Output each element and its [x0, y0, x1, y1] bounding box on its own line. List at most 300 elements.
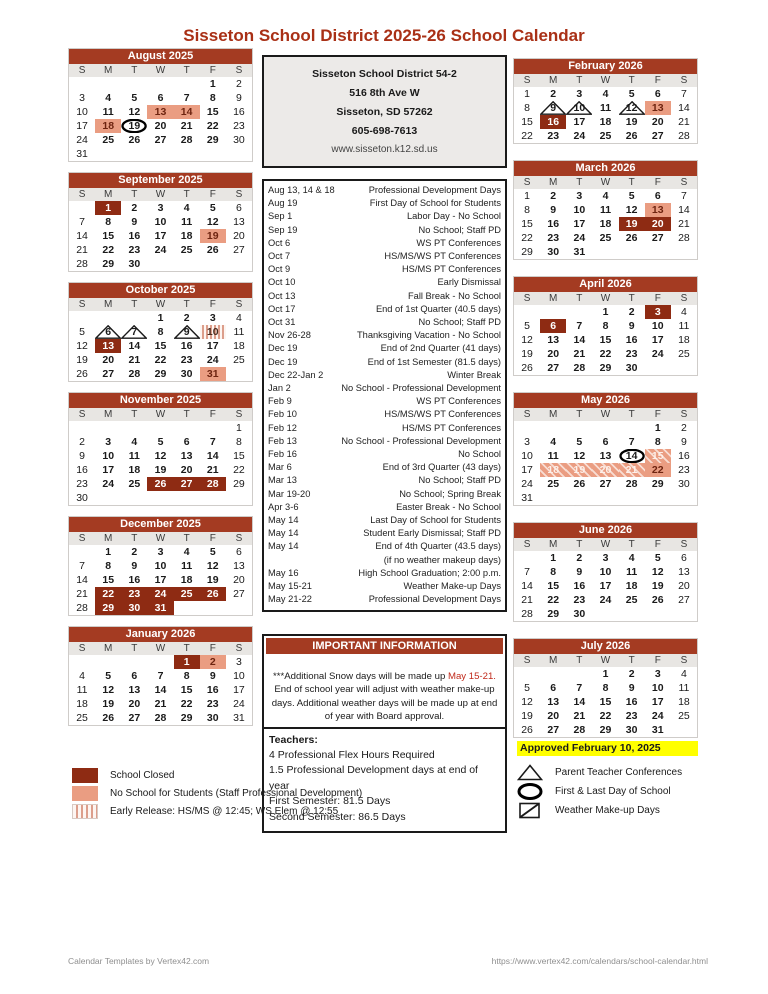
day-number: 22	[154, 354, 167, 366]
weekday-header-row	[69, 642, 252, 655]
calendar-day	[121, 697, 147, 711]
day-number: 26	[76, 368, 88, 380]
event-description: High School Graduation; 2:00 p.m.	[358, 567, 501, 578]
weekday-label: T	[131, 299, 138, 310]
district-info-line: Sisseton, SD 57262	[336, 106, 433, 118]
calendar-day	[147, 587, 173, 601]
important-body-text-cont: End of school year will adjust with weather make-up days. Additional weather days will be made up at end of year with Board approval.	[271, 684, 498, 722]
event-description: WS PT Conferences	[416, 396, 501, 407]
day-number: 5	[105, 670, 112, 682]
week-row	[514, 421, 697, 435]
calendar-day	[566, 579, 592, 593]
event-description: Professional Development Days	[368, 594, 501, 605]
day-number: 28	[180, 134, 193, 146]
event-row	[268, 369, 501, 382]
weekday-label: F	[654, 409, 661, 420]
day-number: 28	[128, 368, 141, 380]
day-number: 27	[651, 130, 664, 142]
calendar-day	[540, 101, 566, 115]
week-row	[69, 573, 252, 587]
day-number: 16	[625, 696, 638, 708]
calendar-day	[592, 695, 618, 709]
event-row	[268, 224, 501, 237]
calendar-day	[200, 77, 226, 91]
day-number: 10	[573, 102, 586, 114]
day-number: 29	[102, 258, 115, 270]
month-december-2025	[68, 516, 253, 616]
day-number: 3	[105, 436, 112, 448]
month-title: October 2025	[69, 283, 252, 298]
calendar-day	[69, 683, 95, 697]
weekday-header-row	[69, 298, 252, 311]
week-row	[514, 129, 697, 143]
calendar-day	[540, 347, 566, 361]
district-info-line: 605-698-7613	[351, 125, 418, 137]
event-date: Apr 3-6	[268, 501, 299, 512]
event-date: May 14	[268, 515, 299, 526]
calendar-day	[619, 579, 645, 593]
district-info-line: 516 8th Ave W	[349, 87, 420, 99]
day-number: 30	[76, 492, 88, 504]
calendar-day	[174, 91, 200, 105]
day-number: 24	[154, 588, 167, 600]
calendar-day	[566, 723, 592, 737]
calendar-day	[95, 325, 121, 339]
day-number: 10	[573, 204, 586, 216]
day-number: 27	[547, 724, 560, 736]
day-number: 26	[102, 712, 115, 724]
calendar-day	[226, 243, 252, 257]
event-row	[268, 276, 501, 289]
calendar-day	[592, 361, 618, 375]
day-number: 3	[157, 546, 164, 558]
day-number: 31	[76, 148, 88, 160]
calendar-day	[619, 667, 645, 681]
day-number: 6	[550, 682, 557, 694]
day-number: 26	[651, 594, 664, 606]
day-number: 14	[128, 340, 141, 352]
day-number: 14	[206, 450, 219, 462]
week-row	[514, 189, 697, 203]
day-number: 7	[79, 560, 85, 572]
calendar-day	[69, 243, 95, 257]
weekday-label: M	[104, 409, 113, 420]
day-number: 7	[680, 88, 687, 100]
calendar-day	[514, 695, 540, 709]
weekday-header-row	[69, 408, 252, 421]
day-number: 31	[651, 724, 664, 736]
event-date: Dec 22-Jan 2	[268, 369, 324, 380]
day-number: 12	[128, 106, 141, 118]
calendar-day	[174, 243, 200, 257]
closed-swatch-icon	[72, 768, 98, 783]
calendar-day	[121, 491, 147, 505]
calendar-day	[619, 101, 645, 115]
calendar-day	[69, 353, 95, 367]
week-row	[69, 353, 252, 367]
calendar-day	[592, 491, 618, 505]
early-swatch-icon	[72, 804, 98, 819]
day-number: 8	[157, 326, 164, 338]
day-number: 8	[524, 102, 530, 114]
calendar-day	[645, 449, 671, 463]
day-number: 25	[678, 348, 690, 360]
calendar-day	[200, 367, 226, 381]
month-march-2026	[513, 160, 698, 260]
day-number: 18	[76, 698, 88, 710]
calendar-day	[619, 305, 645, 319]
day-number: 10	[651, 320, 664, 332]
weekday-label: S	[523, 539, 531, 550]
day-number: 13	[233, 216, 245, 228]
important-body-text: ***Additional Snow days will be made up	[273, 670, 448, 682]
day-number: 10	[206, 326, 219, 338]
calendar-day	[174, 257, 200, 271]
event-date: Jan 2	[268, 383, 291, 394]
day-number: 20	[599, 464, 612, 476]
calendar-day	[592, 565, 618, 579]
calendar-day	[226, 229, 252, 243]
calendar-day	[671, 551, 697, 565]
day-number: 24	[651, 348, 664, 360]
calendar-day	[95, 573, 121, 587]
day-number: 8	[235, 436, 242, 448]
event-date: Oct 7	[268, 251, 291, 262]
calendar-day	[671, 681, 697, 695]
day-number: 26	[154, 478, 167, 490]
week-row	[514, 695, 697, 709]
day-number: 16	[625, 334, 638, 346]
calendar-day	[95, 147, 121, 161]
important-information-header: IMPORTANT INFORMATION	[266, 638, 503, 654]
day-number: 12	[76, 340, 88, 352]
weekday-label: W	[600, 75, 611, 86]
calendar-day	[645, 607, 671, 621]
event-date: Feb 12	[268, 422, 297, 433]
calendar-day	[540, 723, 566, 737]
day-number: 23	[233, 120, 245, 132]
day-number: 23	[573, 594, 586, 606]
day-number: 14	[678, 102, 690, 114]
weekday-label: W	[155, 533, 166, 544]
teachers-title: Teachers:	[269, 733, 318, 746]
weekday-label: S	[78, 409, 86, 420]
calendar-day	[592, 347, 618, 361]
day-number: 20	[651, 116, 664, 128]
calendar-day	[69, 545, 95, 559]
calendar-day	[95, 105, 121, 119]
event-description: HS/MS/WS PT Conferences	[384, 251, 501, 262]
calendar-day	[95, 353, 121, 367]
calendar-day	[95, 339, 121, 353]
day-number: 7	[157, 670, 164, 682]
weekday-label: M	[104, 643, 113, 654]
important-information-box	[262, 634, 507, 729]
day-number: 28	[76, 602, 88, 614]
day-number: 3	[602, 552, 609, 564]
day-number: 13	[547, 334, 560, 346]
day-number: 10	[233, 670, 245, 682]
calendar-day	[200, 91, 226, 105]
calendar-day	[619, 203, 645, 217]
teachers-line: Second Semester: 86.5 Days	[269, 810, 406, 823]
day-number: 22	[651, 464, 664, 476]
calendar-day	[147, 421, 173, 435]
calendar-day	[121, 201, 147, 215]
week-row	[69, 449, 252, 463]
calendar-day	[671, 101, 697, 115]
day-number: 22	[547, 594, 560, 606]
day-number: 2	[131, 546, 138, 558]
week-row	[69, 545, 252, 559]
day-number: 15	[521, 218, 533, 230]
calendar-day	[540, 231, 566, 245]
day-number: 15	[599, 696, 612, 708]
calendar-day	[121, 463, 147, 477]
calendar-day	[540, 203, 566, 217]
day-number: 10	[521, 450, 533, 462]
event-description: WS PT Conferences	[416, 237, 501, 248]
day-number: 11	[128, 450, 140, 462]
week-row	[69, 655, 252, 669]
legend-item-pd	[72, 786, 362, 801]
calendar-day	[174, 559, 200, 573]
week-row	[69, 133, 252, 147]
week-row	[514, 491, 697, 505]
calendar-day	[69, 573, 95, 587]
day-number: 14	[76, 230, 88, 242]
weekday-label: T	[576, 293, 583, 304]
calendar-day	[671, 565, 697, 579]
event-description: HS/MS PT Conferences	[401, 422, 501, 433]
day-number: 20	[154, 120, 167, 132]
calendar-day	[645, 695, 671, 709]
calendar-day	[69, 367, 95, 381]
day-number: 17	[651, 696, 664, 708]
day-number: 2	[628, 306, 635, 318]
weekday-label: T	[183, 65, 190, 76]
week-row	[69, 669, 252, 683]
calendar-day	[174, 133, 200, 147]
event-row	[268, 329, 501, 342]
day-number: 28	[678, 130, 690, 142]
day-number: 26	[573, 478, 586, 490]
district-info-line: Sisseton School District 54-2	[312, 68, 457, 80]
calendar-day	[174, 435, 200, 449]
calendar-day	[592, 681, 618, 695]
calendar-day	[147, 215, 173, 229]
day-number: 13	[651, 204, 664, 216]
calendar-day	[514, 565, 540, 579]
calendar-day	[540, 463, 566, 477]
calendar-day	[95, 711, 121, 725]
month-june-2026	[513, 522, 698, 622]
day-number: 12	[625, 204, 638, 216]
weekday-label: F	[209, 533, 216, 544]
calendar-day	[671, 333, 697, 347]
week-row	[514, 245, 697, 259]
day-number: 5	[524, 682, 530, 694]
calendar-day	[592, 551, 618, 565]
calendar-day	[147, 573, 173, 587]
calendar-day	[121, 601, 147, 615]
event-row	[268, 435, 501, 448]
day-number: 14	[76, 574, 88, 586]
weekday-label: T	[131, 533, 138, 544]
calendar-day	[147, 105, 173, 119]
weekday-label: F	[654, 655, 661, 666]
calendar-day	[174, 587, 200, 601]
event-description: Professional Development Days	[368, 185, 501, 195]
calendar-day	[95, 683, 121, 697]
weekday-header-row	[69, 64, 252, 77]
calendar-day	[592, 607, 618, 621]
week-row	[514, 593, 697, 607]
calendar-day	[566, 565, 592, 579]
day-number: 1	[524, 88, 530, 100]
day-number: 2	[550, 88, 557, 100]
calendar-day	[514, 667, 540, 681]
weekday-label: F	[654, 539, 661, 550]
day-number: 15	[102, 574, 115, 586]
day-number: 27	[233, 588, 245, 600]
weekday-label: S	[78, 189, 86, 200]
day-number: 12	[154, 450, 167, 462]
day-number: 23	[128, 244, 141, 256]
event-row	[268, 237, 501, 250]
calendar-day	[566, 681, 592, 695]
calendar-day	[121, 711, 147, 725]
day-number: 17	[76, 120, 88, 132]
day-number: 13	[651, 102, 664, 114]
event-date: Feb 10	[268, 409, 297, 420]
calendar-day	[514, 245, 540, 259]
calendar-day	[174, 77, 200, 91]
calendar-day	[69, 449, 95, 463]
weekday-label: T	[183, 409, 190, 420]
day-number: 6	[235, 202, 242, 214]
day-number: 24	[599, 594, 612, 606]
calendar-day	[226, 463, 252, 477]
calendar-day	[514, 231, 540, 245]
day-number: 6	[105, 326, 112, 338]
calendar-day	[514, 101, 540, 115]
weekday-label: M	[104, 65, 113, 76]
calendar-day	[514, 421, 540, 435]
calendar-day	[226, 133, 252, 147]
day-number: 23	[678, 464, 690, 476]
calendar-day	[226, 91, 252, 105]
day-number: 25	[180, 244, 193, 256]
day-number: 4	[235, 312, 242, 324]
day-number: 11	[678, 682, 690, 694]
event-description: Winter Break	[447, 369, 501, 380]
calendar-day	[671, 129, 697, 143]
day-number: 24	[573, 232, 586, 244]
footer-url-link[interactable]: https://www.vertex42.com/calendars/school-calendar.html	[491, 956, 708, 966]
day-number: 27	[651, 232, 664, 244]
calendar-day	[566, 667, 592, 681]
calendar-day	[121, 147, 147, 161]
event-row	[268, 554, 501, 567]
calendar-day	[540, 579, 566, 593]
day-number: 23	[180, 354, 193, 366]
day-number: 16	[547, 218, 560, 230]
day-number: 1	[602, 306, 609, 318]
day-number: 8	[524, 204, 530, 216]
left-month-column	[68, 48, 253, 726]
calendar-day	[95, 587, 121, 601]
calendar-day	[566, 709, 592, 723]
week-row	[514, 579, 697, 593]
day-number: 29	[521, 246, 533, 258]
day-number: 19	[206, 230, 219, 242]
day-number: 11	[102, 106, 114, 118]
calendar-day	[121, 435, 147, 449]
district-website-link[interactable]: www.sisseton.k12.sd.us	[331, 144, 438, 155]
legend-label: First & Last Day of School	[555, 786, 671, 797]
weekday-label: S	[523, 177, 531, 188]
event-description: No School - Professional Development	[341, 435, 501, 446]
day-number: 9	[209, 670, 216, 682]
day-number: 19	[102, 698, 115, 710]
calendar-day	[95, 669, 121, 683]
calendar-day	[95, 91, 121, 105]
event-date: Dec 19	[268, 356, 298, 367]
weekday-label: T	[576, 409, 583, 420]
week-row	[69, 91, 252, 105]
event-date: Oct 9	[268, 264, 291, 275]
day-number: 24	[102, 478, 115, 490]
calendar-day	[121, 587, 147, 601]
day-number: 6	[131, 670, 138, 682]
calendar-day	[147, 133, 173, 147]
calendar-day	[121, 683, 147, 697]
footer-credit: Calendar Templates by Vertex42.com	[68, 956, 210, 966]
calendar-day	[200, 559, 226, 573]
day-number: 25	[128, 478, 141, 490]
day-number: 11	[599, 102, 612, 114]
calendar-day	[69, 655, 95, 669]
calendar-day	[200, 325, 226, 339]
calendar-day	[200, 339, 226, 353]
day-number: 30	[547, 246, 560, 258]
event-description: Student Early Dismissal; Staff PD	[363, 528, 501, 539]
day-number: 20	[233, 574, 245, 586]
day-number: 16	[233, 106, 245, 118]
color-legend	[72, 768, 362, 819]
calendar-day	[540, 245, 566, 259]
day-number: 29	[599, 724, 612, 736]
weekday-header-row	[69, 532, 252, 545]
day-number: 2	[235, 78, 242, 90]
calendar-day	[95, 201, 121, 215]
calendar-day	[592, 319, 618, 333]
important-body-highlight: May 15-21.	[447, 670, 496, 682]
event-description: No School; Staff PD	[418, 317, 501, 328]
day-number: 9	[628, 682, 635, 694]
day-number: 17	[573, 218, 586, 230]
calendar-day	[69, 229, 95, 243]
calendar-day	[121, 449, 147, 463]
day-number: 18	[180, 574, 193, 586]
calendar-day	[619, 189, 645, 203]
calendar-day	[95, 655, 121, 669]
day-number: 14	[521, 580, 533, 592]
day-number: 22	[180, 698, 193, 710]
day-number: 8	[602, 682, 609, 694]
calendar-day	[95, 559, 121, 573]
